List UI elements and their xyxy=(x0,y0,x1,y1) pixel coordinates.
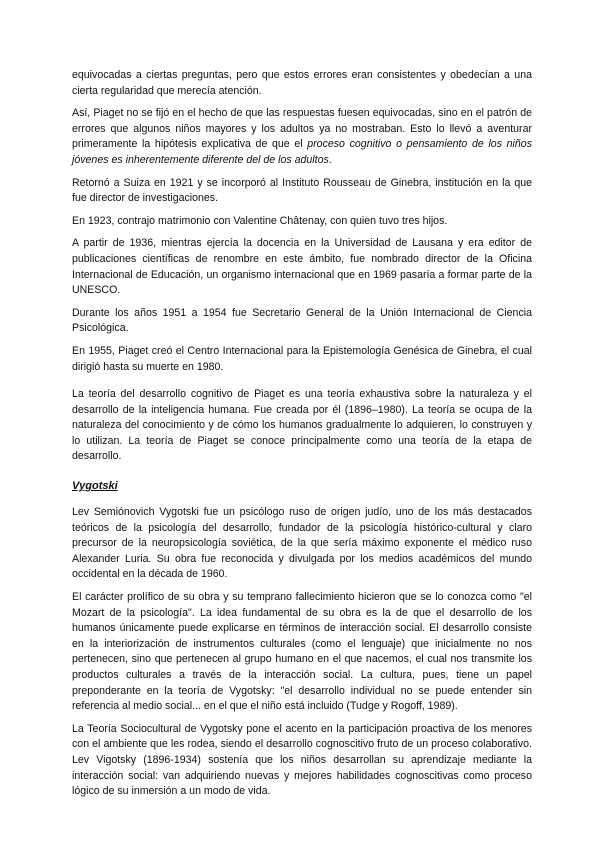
hypothesis-end: . xyxy=(328,153,332,166)
paragraph-secretary: Durante los años 1951 a 1954 fue Secretario General de la Unión Internacional de Ciencia Psicológica. xyxy=(72,306,532,335)
paragraph-marriage: En 1923, contrajo matrimonio con Valentine Châtenay, con quien tuvo tres hijos. xyxy=(72,214,448,227)
paragraph-vygotski-work: El carácter prolífico de su obra y su temprano fallecimiento hicieron que se lo conozca como "el Mozart de la psicología". La idea fundamental de su obra es la de que el desarrollo de los humanos únicamente puede explicarse en términos de interacción social. El desarrollo consiste en la interiorización de instrumentos culturales (como el lenguaje) que inicialmente no nos pertenecen, sino que pertenecen al grupo humano en el que nacemos, el cual nos transmite los productos culturales a través de la interacción social. La cultura, pues, tiene un papel preponderante en la teoría de Vygotsky: "el desarrollo individual no se puede entender sin referencia al medio social... en el que el niño está incluido (Tudge y Rogoff, 1989). xyxy=(72,591,532,713)
paragraph-errors: equivocadas a ciertas preguntas, pero que estos errores eran consistentes y obedecían a una cierta regularidad que merecía atención. xyxy=(72,69,532,97)
paragraph-hypothesis xyxy=(72,106,532,168)
hypothesis-text: Así, Piaget no se fijó en el hecho de que las respuestas fuesen equivocadas, sino en el patrón de errores que algunos niños mayores y los adultos ya no mostraban. Esto lo llevó a aventurar primeramente la hipótesis explicativa de que el xyxy=(72,107,532,151)
paragraph-lausanne: A partir de 1936, mientras ejercía la docencia en la Universidad de Lausana y era editor de publicaciones científicas de renombre en este ámbito, fue nombrado director de la Oficina Internacional de Educación, un organismo internacional que en 1969 pasaría a formar parte de la UNESCO. xyxy=(72,237,532,297)
paragraph-vygotski-bio: Lev Semiónovich Vygotski fue un psicólogo ruso de origen judío, uno de los más destacados teóricos de la psicología del desarrollo, fundador de la psicología histórico-cultural y claro precursor de la neuropsicología soviética, de la que sería máximo exponente el médico ruso Alexander Luria. Su obra fue reconocida y divulgada por los medios académicos del mundo occidental en la década de 1960. xyxy=(72,506,532,581)
hypothesis-italic: proceso cognitivo o pensamiento de los niños jóvenes es inherentemente diferente del de los adultos xyxy=(72,138,532,166)
paragraph-return-switzerland: Retornó a Suiza en 1921 y se incorporó al Instituto Rousseau de Ginebra, institución en la que fue director de investigaciones. xyxy=(72,176,532,205)
paragraph-center: En 1955, Piaget creó el Centro Internacional para la Epistemología Genésica de Ginebra, el cual dirigió hasta su muerte en 1980. xyxy=(72,344,532,373)
section-heading-vygotski: Vygotski xyxy=(72,480,118,493)
paragraph-cognitive-theory: La teoría del desarrollo cognitivo de Piaget es una teoría exhaustiva sobre la naturaleza y el desarrollo de la inteligencia humana. Fue creada por él (1896–1980). La teoría se ocupa de la naturaleza del conocimiento y de cómo los humanos gradualmente lo adquieren, lo construyen y lo utilizan. La teoría de Piaget se conoce principalmente como una teoría de la etapa de desarrollo. xyxy=(72,388,532,463)
paragraph-sociocultural-theory: La Teoría Sociocultural de Vygotsky pone el acento en la participación proactiva de los menores con el ambiente que les rodea, siendo el desarrollo cognoscitivo fruto de un proceso colaborativo. Lev Vigotsky (1896-1934) sostenía que los niños desarrollan su aprendizaje mediante la interacción social: van adquiriendo nuevas y mejores habilidades cognoscitivas como proceso lógico de su inmersión a un modo de vida. xyxy=(72,722,532,798)
